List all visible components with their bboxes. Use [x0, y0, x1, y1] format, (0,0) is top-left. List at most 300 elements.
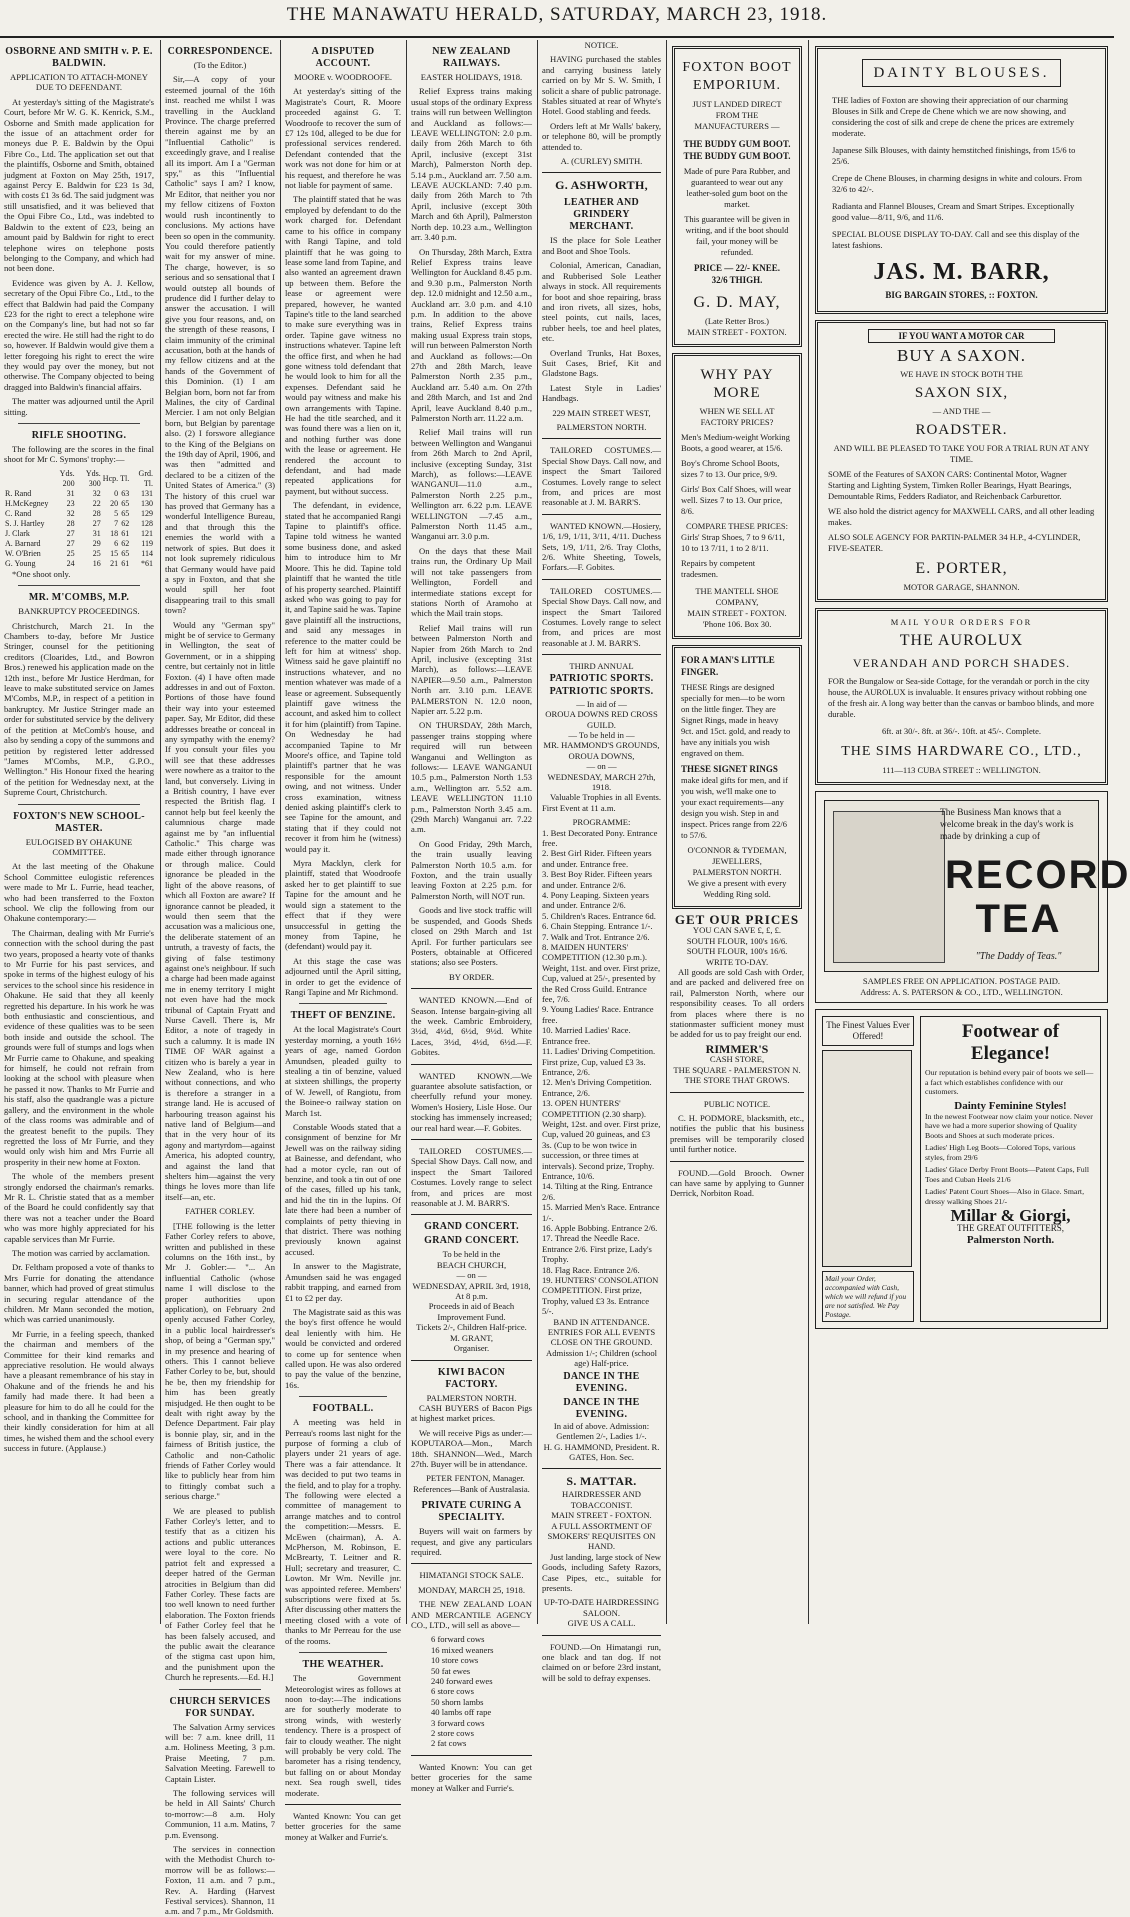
- ad-text: Ladies' Glace Derby Front Boots—Patent Caps, Full Toes and Cuban Heels 21/6: [925, 1165, 1090, 1184]
- slogan: "The Daddy of Teas.": [975, 951, 1062, 962]
- list-item: 14. Tilting at the Ring. Entrance 2/6.: [542, 1181, 653, 1202]
- ad-text: JUST LANDED DIRECT FROM THE MANUFACTURERS —: [692, 99, 782, 131]
- paragraph: Would any "German spy" might be of service to Germany in Wellington, the seat of Government, or in a shipping centre, but certainly not in little Foxton. (4) I have often made addresses in and out of Foxton. Portions of those have found their way into your esteemed paper. Say, Mr Editor, did these addresses breathe or conceal in any sympathy with the enemy? If you consult your files you will see that these addresses were nowhere as a traitor to the land, but conversely. Living in a British country, I have ever respected the British flag. I cannot help but feel keenly the calumnious charge made against me by "an influential Catholic." This charge was made either through ignorance or through malice. Could ignorance be pleaded in the light of the above reasons, of which all Foxton are aware? If ignorance cannot be pleaded, it would then seem that the accusation was a malicious one, the deliberate statement of an untruth, a travesty of facts, the giving of false testimony against one's neighbour. If such a charge had been made against me in enemy territory I might not even have had the mock tribunal of Captain Fryatt and Nurse Cavell. There is, Mr Editor, a note of tragedy in such a calumny. It is made IN TIME OF WAR against a citizen who is barely a year in New Zealand, who is here without connections, and who is therefore a stranger in a strange land. He is accused of harbouring treason against his native land of Belgium—and that in the very hour of its agony and martyrdom—against America, his adopted country, and against the land that shelters him—against the very things he loves more than life itself—an, etc.: [165, 619, 276, 1202]
- ad-text: UP-TO-DATE HAIRDRESSING SALOON.: [543, 1597, 660, 1618]
- cell: J. Clark: [5, 528, 30, 538]
- ad-heading: MONDAY, MARCH 25, 1918.: [418, 1584, 525, 1595]
- column-header: Yds. 200: [59, 468, 75, 488]
- column-2: [165, 40, 276, 1917]
- column-6: [670, 40, 804, 1624]
- list-item: 4. Pony Leaping. Sixteen years and under. Entrance 2/6.: [542, 890, 649, 911]
- cell: 27: [92, 518, 101, 528]
- classified-ad: FOUND.—On Himatangi run, one black and tan dog. If not claimed on or before 23rd instant, will be sold to defray expenses.: [542, 1641, 661, 1683]
- ad-heading: THESE SIGNET RINGS: [681, 764, 778, 774]
- ad-text: Made of pure Para Rubber, and guaranteed to wear out any leather-soled gum boot on the market.: [683, 166, 791, 209]
- ad-heading: G. ASHWORTH,: [555, 178, 648, 193]
- ad-text: Ladies' High Leg Boots—Colored Tops, various styles, from 29/6: [925, 1143, 1076, 1162]
- table-row: [4, 559, 154, 569]
- ad-text: Girls' Box Calf Shoes, will wear well. Sizes 7 to 13. Our price, 8/6.: [681, 484, 792, 516]
- boot-illustration-icon: [822, 1050, 912, 1267]
- ad-text: — on —: [456, 1270, 487, 1281]
- ad-text: To be held in the: [442, 1249, 501, 1260]
- businessman-illustration-icon: [833, 811, 945, 963]
- column-1: [4, 40, 154, 1624]
- ad-text: PALMERSTON NORTH.: [692, 867, 782, 877]
- price: 6ft. at 30/-. 8ft. at 36/-. 10ft. at 45/-. Complete.: [881, 726, 1042, 736]
- ad-heading: PATRIOTIC SPORTS.: [549, 685, 654, 697]
- divider: [411, 1139, 532, 1140]
- ad-text: PROGRAMME:: [572, 817, 631, 828]
- ad-text: H. G. HAMMOND, President. R. GATES, Hon. Sec.: [543, 1441, 660, 1462]
- ad-heading: Footwear of Elegance!: [961, 1021, 1060, 1064]
- ad-text: WEDNESDAY, MARCH 27th, 1918.: [547, 771, 656, 792]
- table-row: [4, 529, 154, 539]
- article-heading: FOXTON'S NEW SCHOOL-MASTER.: [13, 810, 145, 834]
- table-row: [4, 519, 154, 529]
- ad-text: MAIN STREET - FOXTON.: [551, 1510, 652, 1521]
- ad-heading: FOR A MAN'S LITTLE FINGER.: [681, 655, 775, 677]
- list-item: 16 mixed weaners: [431, 1644, 494, 1655]
- paragraph: At the last meeting of the Ohakune School Committee eulogistic references were made to Mr L. Furrie, head teacher, who had been transferred to the Foxton school. We clip the following from our Ohakune contemporary:—: [4, 861, 154, 924]
- ad-heading: GRAND CONCERT.: [424, 1221, 519, 1233]
- divider: [411, 988, 532, 989]
- ad-text: COMPARE THESE PRICES:: [685, 521, 789, 531]
- list-item: 3. Best Boy Rider. Fifteen years and under. Entrance 2/6.: [542, 869, 653, 890]
- divider: [18, 423, 140, 424]
- paragraph: The defendant, in evidence, stated that he accompanied Rangi Tapine to plaintiff's office. Tapine told witness he wanted some business done, and asked him to introduce him to Mr Moore. This he did. Tapine told plaintiff that he wanted the title of his property searched. Plaintiff asked who was going to pay for it, and Tapine said he was. Tapine gave plaintiff all the instructions, and said any messages in reference to the matter could be left for him at witness' shop. Witness said he gave plaintiff no instructions whatever, and no mention whatever was made of a lease or agreement. Subsequently plaintiff gave witness the account, and asked him to collect it for him (plaintiff) from Tapine. On Wednesday he had accompanied Tapine to Mr Moore's office, and Tapine told plaintiff's partner that he was responsible for the amount owing, and not witness. Under cross examination, witness denied asking plaintiff's clerk to see Tapine for the amount, and stating that if they could not recover it from him he (witness) would pay it.: [285, 500, 401, 854]
- ad-heading: DANCE IN THE EVENING.: [563, 1396, 640, 1420]
- ad-text: We will receive Pigs as under:— KOPUTAROA—Mon., March 18th. SHANNON—Wed., March 27th. Buyer will be in attendance.: [411, 1427, 532, 1469]
- signet-rings-ad: [672, 645, 802, 909]
- paragraph: The services in connection with the Methodist Church to-morrow will be as follows:—Foxton, 11 a.m. and 7 p.m., Rev. A. Harding (Harvest Festival services). Shannon, 11 a.m. and 7 p.m., Mr Goldsmith.: [165, 1844, 275, 1917]
- dainty-blouses-ad: [815, 46, 1108, 314]
- cell: 23: [66, 498, 75, 508]
- record-tea-illustration: [824, 800, 1130, 972]
- article-subheading: APPLICATION TO ATTACH-MONEY DUE TO DEFENDANT.: [10, 72, 148, 93]
- list-item: 11. Ladies' Driving Competition. First prize, Cup, valued £3 3s. Entrance, 2/6.: [542, 1046, 656, 1077]
- cell: 119: [141, 538, 153, 548]
- millar-giorgi-ad: [815, 1009, 1108, 1329]
- ad-text: WRITE TO-DAY.: [705, 956, 769, 967]
- ad-text: 'Phone 106. Box 30.: [702, 619, 772, 629]
- ad-text: Admission 1/-; Children (school age) Half-price.: [546, 1347, 657, 1369]
- saxon-car-ad: [815, 320, 1108, 602]
- cell: 129: [141, 508, 153, 518]
- ad-heading: GRAND CONCERT.: [424, 1235, 519, 1247]
- column-7: [813, 40, 1130, 1624]
- ad-text: Buyers will wait on farmers by request, and give any particulars required.: [411, 1526, 532, 1557]
- ad-text: WE HAVE IN STOCK BOTH THE: [900, 369, 1023, 379]
- ad-text: ALSO SOLE AGENCY FOR PARTIN-PALMER 34 H.P., 4-CYLINDER, FIVE-SEATER.: [828, 532, 1081, 553]
- column-rule: [280, 40, 281, 1624]
- cell: S. J. Hartley: [5, 518, 45, 528]
- cell: 32: [66, 508, 75, 518]
- ad-heading: RIMMER'S: [705, 1041, 769, 1056]
- ad-text: CASH STORE,: [709, 1054, 765, 1065]
- ad-text: We give a present with every Wedding Ring sold.: [687, 878, 787, 899]
- ad-text: Colonial, American, Canadian, and Rubberised Sole Leather always in stock. All requirements for boot and shoe repairing, brass and iron rivets, all sizes, hobs, steel points, cut nails, laces, rubber heels, toe and heel plates, etc.: [542, 260, 661, 344]
- ad-text: MAIN STREET - FOXTON.: [687, 327, 787, 337]
- article-heading: RIFLE SHOOTING.: [31, 430, 127, 441]
- ad-heading: WHY PAY MORE: [700, 367, 774, 401]
- ad-text: Boy's Chrome School Boots, sizes 7 to 13. Our price, 9/9.: [681, 458, 780, 479]
- ad-text: — AND THE —: [932, 406, 991, 416]
- column-header: [4, 469, 49, 489]
- ad-text: THESE Rings are designed specially for men—to be worn on the little finger. They are Signet Rings, made in heavy 9ct. and 15ct. gold, and ready to have any initials you wish engraved on them.: [681, 682, 791, 758]
- divider: [18, 585, 140, 586]
- divider: [285, 1804, 401, 1805]
- aurolux-ad: [815, 608, 1108, 785]
- paragraph: The whole of the members present strongly endorsed the chairman's remarks. Mr R. L. Christie stated that as a member of the Board he could confidently say that there was not a teacher under the Board who was more highly appreciated for his capable services than Mr Furrie.: [4, 1171, 154, 1244]
- divider: [299, 1396, 387, 1397]
- classified-ad: Wanted Known: You can get better groceries for the same money at Walker and Furrie's.: [411, 1761, 532, 1793]
- ad-heading: GET OUR PRICES: [674, 912, 800, 927]
- grand-concert-ad: [411, 1221, 532, 1353]
- classified-ad: Wanted Known: You can get better groceries for the same money at Walker and Furrie's.: [285, 1810, 401, 1842]
- ad-text: WE also hold the district agency for MAXWELL CARS, and all other leading makes.: [828, 506, 1095, 527]
- cell: 6: [114, 538, 119, 548]
- list-item: 19. HUNTERS' CONSOLATION COMPETITION. First prize, Trophy, valued £3 3s. Entrance 5/-.: [542, 1275, 659, 1317]
- paragraph: On Good Friday, 29th March, the train usually leaving Palmerston North 10.5 a.m. for Foxton, and the train usually leaving Foxton at 2.25 p.m. for Palmerston North, will NOT run.: [411, 838, 532, 901]
- list-item: 6. Chain Stepping. Entrance 1/-.: [542, 921, 653, 932]
- list-item: 17. Thread the Needle Race. Entrance 2/6. First prize, Lady's Trophy.: [542, 1233, 652, 1265]
- cell: C. Rand: [5, 508, 32, 518]
- cell: 21: [110, 558, 119, 568]
- list-item: 10 store cows: [431, 1655, 479, 1666]
- ad-text: SAMPLES FREE ON APPLICATION. POSTAGE PAID.: [862, 976, 1061, 986]
- paragraph: Christchurch, March 21. In the Chambers to-day, before Mr Justice Stringer, counsel for the petitioning creditors (Cloarides, Ltd., and Bowron Bros.) renewed his application made on the 12th inst., before Mr Justice Herdman, for leave to make substituted service on James M'Combs, M.P., in respect of a petition in bankruptcy. Mr Justice Stringer made an order for substituted service by the delivery of the petition at McComb's house, and also by sending a copy of the summons and petition by registered letter addressed "James M'Combs, M.P., G.P.O., Wellington." His Honour fixed the hearing of the petition for Wednesday next, at the Supreme Court, Christchurch.: [4, 620, 154, 798]
- paragraph: Dr. Feltham proposed a vote of thanks to Mrs Furrie for donating the attendance banner, which had proved of great stimulus in securing regular attendance of the children. Mr Mann seconded the motion, which was carried unanimously.: [4, 1262, 154, 1325]
- cell: 61: [121, 528, 130, 538]
- cell: 27: [66, 538, 75, 548]
- ad-text: SPECIAL BLOUSE DISPLAY TO-DAY. Call and see this display of the latest fashions.: [832, 229, 1080, 250]
- ad-heading: PATRIOTIC SPORTS.: [549, 672, 654, 684]
- table-row: [4, 549, 154, 559]
- ad-text: Radianta and Flannel Blouses, Cream and Smart Stripes. Exceptionally good value—8/11, 9/6, and 11/6.: [832, 201, 1075, 222]
- list-item: 40 lambs off rape: [431, 1707, 492, 1718]
- ad-text: PALMERSTON NORTH.: [426, 1392, 517, 1403]
- divider: [542, 172, 661, 173]
- list-item: 2 fat cows: [431, 1738, 467, 1749]
- ad-text: WHEN WE SELL AT FACTORY PRICES?: [699, 406, 775, 427]
- cell: 63: [121, 488, 130, 498]
- ad-heading: YOU CAN SAVE £, £, £.: [692, 925, 782, 936]
- cell: G. Young: [5, 558, 36, 568]
- ad-text: Organiser.: [453, 1343, 490, 1354]
- ad-text: PALMERSTON NORTH.: [556, 421, 647, 432]
- table-row: [4, 489, 154, 499]
- paragraph: ON THURSDAY, 28th March, passenger trains stopping where required will run between Wanganui and Wellington as follows:— LEAVE WANGANUI 10.5 p.m., Palmerston North 1.53 a.m., Wellington arr. 5.52 a.m. LEAVE WELLINGTON 11.10 p.m., Palmerston North 3.45 a.m. (29th March) Wanganui arr. 7.22 a.m.: [411, 720, 532, 835]
- ad-heading: IF YOU WANT A MOTOR CAR: [868, 329, 1055, 343]
- column-header: Grd. Tl.: [138, 468, 153, 488]
- ad-heading: HIMATANGI STOCK SALE.: [419, 1570, 524, 1581]
- list-item: 2. Best Girl Rider. Fifteen years and under. Entrance free.: [542, 848, 652, 869]
- paragraph: Sir,—A copy of your esteemed journal of the 16th inst. reached me whilst I was travelling in the Auckland Province. The charge preferred therein against me by an "Influential Catholic" is exceedingly grave, and I realise all its import. Am I a "German spy," as this "Influential Catholic" says I am? I know, Mr Editor, that neither you nor my fellow citizens of Foxton would rush incontinently to conclusions. My actions have been so open in the community. You could therefore patiently wait for my answer of mine. The charge, however, is so serious and so sensational that I would outstep all bounds of prudence did I further delay to answer the accusation. I will give you four reasons, and, on the strength of these reasons, I claim immunity of the criminal accusation, both at the hands of my fellow citizens and at the hands of the Government of this Dominion. (1) I am Belgian born, born not far from Malines, the city of Cardinal Mercier. I am not only Belgian born, but Belgian by parentage also. (2) I forswore allegiance to the King of the Belgians on the 19th day of April, 1906, and was then "admitted and declared to be a citizen of the United States of America." (3) The history of this cruel war has proved that Germany has a wonderful Intelligence Bureau, and that through this the enemies the world with a network of spies. But does it not look supremely ridiculous that Germany would have paid a spy in Foxton, and that she would spill her foot disappearing trail to this small town?: [165, 74, 275, 616]
- ad-text: All goods are sold Cash with Order, and are packed and delivered free on rail, Palmerston North, where our responsibility ceases. To all orders from places where there is no stationmaster sufficient money must be added for us to pay freight our end.: [670, 967, 804, 1040]
- divider: [411, 1214, 532, 1215]
- list-item: 16. Apple Bobbing. Entrance 2/6.: [542, 1223, 658, 1233]
- ad-text: BIG BARGAIN STORES, :: FOXTON.: [885, 290, 1038, 300]
- column-header: Yds. 300: [85, 468, 101, 488]
- list-item: 10. Married Ladies' Race. Entrance free.: [542, 1025, 631, 1046]
- column-header: Hcp.: [102, 473, 119, 483]
- paragraph: The Salvation Army services will be: 7 a.m. knee drill, 11 a.m. Holiness Meeting, 3 p.m. Praise Meeting, 7 p.m. Salvation Meeting. Farewell to Captain Lister.: [165, 1721, 275, 1784]
- ad-heading: NOTICE.: [584, 40, 619, 50]
- column-rule: [160, 40, 161, 1624]
- ad-heading: MAIL YOUR ORDERS FOR: [890, 617, 1033, 627]
- why-pay-more-ad: [672, 353, 802, 639]
- table-header-row: [4, 469, 154, 489]
- ad-text: Orders left at Mr Walls' bakery, or telephone 80, will be promptly attended to.: [542, 120, 661, 152]
- cell: R. Rand: [5, 488, 32, 498]
- ad-text: HAVING purchased the stables and carrying business lately carried on by Mr S. W. Smith, I solicit a share of public patronage. Stables situated at rear of Whyte's Hotel. Good stabling and feeds.: [542, 54, 661, 117]
- cell: *61: [141, 558, 153, 568]
- ad-right-panel: [920, 1016, 1101, 1322]
- ashworth-ad: [542, 179, 661, 432]
- ad-text: Our reputation is behind every pair of boots we sell—a fact which establishes confidence with our customers.: [925, 1068, 1094, 1096]
- paragraph: The motion was carried by acclamation.: [12, 1247, 150, 1258]
- divider: [411, 1064, 532, 1065]
- ad-text: Proceeds in aid of Beach Improvement Fund.: [428, 1301, 515, 1322]
- signature: FATHER CORLEY.: [185, 1206, 255, 1217]
- article-subheading: EASTER HOLIDAYS, 1918.: [420, 72, 523, 82]
- paragraph: The Magistrate said as this was the boy's first offence he would deal leniently with him. He would be convicted and ordered to come up for sentence when called upon. He was also ordered to pay the value of the benzine, 16s.: [285, 1306, 401, 1390]
- column-rule: [406, 40, 407, 1624]
- list-item: 5. Children's Races. Entrance 6d.: [542, 910, 656, 921]
- cell: 5: [114, 508, 119, 518]
- ad-text: Men's Medium-weight Working Boots, a good wearer, at 15/6.: [681, 432, 790, 453]
- ad-heading: ROADSTER.: [915, 422, 1008, 438]
- cell: 31: [66, 488, 75, 498]
- ad-text: At 8 p.m.: [455, 1291, 488, 1302]
- divider: [542, 514, 661, 515]
- foxton-boot-emporium-ad: [672, 46, 802, 347]
- ad-heading: PUBLIC NOTICE.: [703, 1098, 771, 1109]
- ad-heading: THE BUDDY GUM BOOT.: [683, 139, 791, 149]
- ad-heading: BUY A SAXON.: [897, 346, 1026, 365]
- divider: [179, 1689, 261, 1690]
- classified-ad: TAILORED COSTUMES.—Special Show Days. Call now, and inspect the Smart Tailored Costumes. Lovely range to select from, and prices are most reasonable at J. M. BARR'S.: [542, 585, 661, 648]
- divider: [411, 1360, 532, 1361]
- ad-heading: THE MANTELL SHOE COMPANY,: [695, 586, 779, 607]
- ad-text: MR. HAMMOND'S GROUNDS, OROUA DOWNS,: [543, 740, 660, 761]
- column-4: [411, 40, 532, 1793]
- ad-text: 111—113 CUBA STREET :: WELLINGTON.: [882, 765, 1041, 775]
- cell: 28: [66, 518, 75, 528]
- divider: [299, 1003, 387, 1004]
- cell: 28: [92, 508, 101, 518]
- ad-text: HAIRDRESSER AND TOBACCONIST.: [561, 1489, 642, 1510]
- list-item: 9. Young Ladies' Race. Entrance free.: [542, 1004, 654, 1025]
- list-item: 1. Best Decorated Pony. Entrance free.: [542, 827, 658, 848]
- ad-text: Overland Trunks, Hat Boxes, Suit Cases, Brief, Kit and Gladstone Bags.: [542, 347, 661, 379]
- list-item: 18. Flag Race. Entrance 2/6.: [542, 1264, 640, 1275]
- ad-text: Address: A. S. PATERSON & CO., LTD., WELLINGTON.: [860, 987, 1063, 997]
- classified-ad: WANTED KNOWN.—We guarantee absolute satisfaction, or cheerfully refund your money. Women's Hosiery, Lisle Hose. Our stocking has immensely increased; our real hard wear.—F. Gobites.: [411, 1070, 532, 1133]
- column-header: Tl.: [120, 473, 130, 483]
- paragraph: Evidence was given by A. J. Kellow, secretary of the Opui Fibre Co., Ltd., to the effect that Baldwin had paid the Company £23 for the right to erect a telephone wire on the Company's line, but had not so far erected the wire. He still had the right to do so, however. If Baldwin would give them a letter foregoing his right to erect the wire they would pay over the money, but not otherwise. The Company objected to being dragged into Baldwin's financial affairs.: [4, 277, 154, 392]
- ad-text: make ideal gifts for men, and if you wish, we'll make one to your exact requirements—any design you wish. Step in and inspect. Prices range from 22/6 to 57/6.: [681, 775, 788, 840]
- ad-heading: LEATHER AND GRINDERY MERCHANT.: [563, 197, 640, 233]
- stock-list: [411, 1634, 532, 1748]
- paragraph: At yesterday's sitting of the Magistrate's Court, before Mr W. G. K. Kenrick, S.M., Osborne and Smith made application for the issue of an attachment order for moneys due P. E. Baldwin by the Opui Fibre Co., Ltd. The application set out that the plaintiffs, Osborne and Smith, obtained judgment at Foxton on May 25th, 1917, against Percy E. Baldwin for £23 1s 3d, with costs £1 3s 6d. The said judgment was still unsatisfied, and it was believed that the Opui Fibre Co., Ltd., was indebted to Baldwin to the extent of £23, being an amount paid by Baldwin for right to erect telephone wires on telephone posts belonging to the Company, and which had not been done.: [4, 96, 154, 274]
- ad-text: ENTRIES FOR ALL EVENTS CLOSE ON THE GROUND.: [547, 1327, 656, 1348]
- cell: 130: [141, 498, 153, 508]
- paragraph: At this stage the case was adjourned until the April sitting, in order to get the evidence of Rangi Tapine and Mr Richmond.: [285, 955, 401, 997]
- cell: 128: [141, 518, 153, 528]
- price: PRICE — 22/- KNEE.: [693, 263, 780, 273]
- ad-text: Palmerston North.: [966, 1234, 1055, 1246]
- article-heading: THE WEATHER.: [302, 1659, 384, 1671]
- ad-text: The Finest Values Ever Offered!: [822, 1016, 914, 1046]
- ad-heading: THE AUROLUX: [899, 632, 1024, 649]
- ad-text: IS the place for Sole Leather and Boot and Shoe Tools.: [542, 235, 661, 256]
- ad-heading: O'CONNOR & TYDEMAN,: [687, 845, 787, 855]
- ad-text: 229 MAIN STREET WEST,: [552, 407, 651, 418]
- programme-list: [542, 828, 661, 1317]
- ad-text: BEACH CHURCH,: [436, 1259, 507, 1270]
- article-heading: CHURCH SERVICES FOR SUNDAY.: [169, 1695, 271, 1719]
- ad-heading: E. PORTER,: [915, 560, 1008, 577]
- classified-ad: WANTED KNOWN.—End of Season. Intense bargain-giving all the week. Cambric Embroidery, 3½d, 4½d, 6½d, 9½d. White Laces, 3½d, 4½d, 6½d.—F. Gobites.: [411, 995, 532, 1058]
- stock-sale-ad: [411, 1570, 532, 1749]
- paragraph: We are pleased to publish Father Corley's letter, and to testify that as a citizen his actions and public utterances were loyal to the core. No patriot felt and expressed a deeper hatred of the German atrocities in Belgium than did Father Corley. These facts are too well known to need further elaboration. The Foxton friends of Father Corley feel that he has been falsely accused, and the public await the clearance of the stigma cast upon him, and the punishment upon the Church he represents.—Ed. H.]: [165, 1505, 275, 1683]
- ad-heading: THE BUDDY GUM BOOT.: [683, 151, 791, 161]
- ad-text: BAND IN ATTENDANCE.: [553, 1316, 650, 1327]
- ad-heading: KIWI BACON FACTORY.: [437, 1366, 506, 1390]
- classified-ad: TAILORED COSTUMES.—Special Show Days. Call now, and inspect the Smart Tailored Costumes. Lovely range to select from, and prices are most reasonable at J. M. BARR'S.: [411, 1146, 532, 1209]
- mattar-ad: [542, 1475, 661, 1628]
- article-heading: NEW ZEALAND RAILWAYS.: [432, 46, 511, 69]
- article-heading: FOOTBALL.: [312, 1403, 374, 1415]
- divider: [542, 654, 661, 655]
- ad-heading: THE SIMS HARDWARE CO., LTD.,: [841, 744, 1082, 759]
- article-heading: MR. M'COMBS, M.P.: [28, 592, 130, 604]
- ad-text: — on —: [586, 761, 617, 772]
- ad-text: The Business Man knows that a welcome break in the day's work is made by drinking a cup of: [940, 808, 1074, 842]
- ad-text: Tickets 2/-, Children Half-price.: [416, 1322, 527, 1333]
- ad-heading: S. MATTAR.: [566, 1474, 637, 1489]
- paragraph: Relief Mail trains will run between Wellington and Wanganui from 26th March to 2nd April, inclusive (excepting Sunday, 31st March), as follows:—LEAVE WANGANUI—11.0 a.m., Palmerston North 2.25 p.m., Wellington arr. 6.22 p.m. LEAVE WELLINGTON —7.45 a.m., Palmerston North 11.45 a.m., Wanganui arr. 3.0 p.m.: [411, 427, 532, 542]
- table-row: [4, 509, 154, 519]
- paragraph: The Government Meteorologist wires as follows at noon to-day:—The indications are for southerly moderate to strong winds, with westerly tendency. There is a prospect of fair to cloudy weather. The night will probably be very cold. The barometer has a rising tendency, but falling on or about Monday next. Sea rough swell, tides moderate.: [285, 1673, 401, 1798]
- ad-heading: Millar & Giorgi,: [950, 1206, 1071, 1225]
- paragraph: [THE following is the letter Father Corley refers to above, written and published in these columns on the 16th inst., by Mr J. Gobler:— "... An influential Catholic (whose name I will disclose to the proper authorities upon application), on February 2nd openly accused Father Corley, in a public local hairdresser's shop, of being a "German spy," in my presence and hearing of others. This I cannot believe Father Corley to be, but, should he be, then my friendship for him has been greatly misjudged. He then ought to be dealt with right away by the Defence Department. Fair play is bonnie play, sir, and in the fairness of British justice, the Catholic and non-Catholic friends of Father Corley would like to publicly hear from him to fittingly combat such a serious charge.": [165, 1220, 275, 1502]
- divider: [299, 1652, 387, 1653]
- divider: [542, 579, 661, 580]
- paragraph: In answer to the Magistrate, Amundsen said he was engaged rabbit trapping, and earned from £1 to £2 per day.: [285, 1261, 401, 1303]
- list-item: 3 forward cows: [431, 1717, 485, 1728]
- ad-heading: G. D. MAY,: [693, 294, 781, 311]
- signature: BY ORDER.: [448, 971, 495, 982]
- paragraph: Relief Mail trains will run between Palmerston North and Napier from 26th March to 2nd April, inclusive (excepting 31st March), as follows:—LEAVE NAPIER—9.50 a.m., Palmerston North arr. 3.10 p.m. LEAVE PALMERSTON N. 12.0 noon, Napier arr. 5.22 p.m.: [411, 622, 532, 716]
- divider: [670, 1161, 804, 1162]
- cell: 7: [114, 518, 119, 528]
- column-rule: [537, 40, 538, 1624]
- cell: 27: [66, 528, 75, 538]
- cell: 31: [92, 528, 101, 538]
- table-row: [4, 539, 154, 549]
- ad-text: CASH BUYERS of Bacon Pigs at highest market prices.: [411, 1402, 532, 1424]
- paragraph: A meeting was held in Perreau's rooms last night for the purpose of forming a club of players under 21 years of age. There was a fair attendance. It was decided to put two teams in the field, and to play for a trophy. The following were elected a committee of management to arrange matches and to control the competition:—Messrs. E. McEwen (chairman), A. A. McPherson, M. Robinson, E. McBrearty, T. Leitner and R. Hull; secretary and treasurer, C. Lowton. Mr Wm. Neville jnr. was appointed referee. Members' subscriptions were fixed at 5s. After discussing other matters the meeting closed with a vote of thanks to Mr Perreau for the use of the rooms.: [285, 1417, 401, 1646]
- table-row: [4, 499, 154, 509]
- ad-text: SOME of the Features of SAXON CARS: Continental Motor, Wagner Starting and Lighting System, Timken Roller Bearings, Hyatt Bearings, Demountable Rims, Fedders Radiator, and Reichenback Carburettor.: [828, 469, 1072, 501]
- cell: 25: [92, 548, 101, 558]
- ad-heading: FOXTON BOOT EMPORIUM.: [682, 60, 792, 93]
- paragraph: The following are the scores in the final shoot for Mr C. Symons' trophy:—: [4, 444, 154, 465]
- patriotic-sports-ad: [542, 661, 661, 1462]
- article-heading: CORRESPONDENCE.: [167, 46, 273, 57]
- ad-text: Just landing, large stock of New Goods, including Safety Razors, Case Pipes, etc., suitable for presents.: [542, 1551, 661, 1593]
- paragraph: On Thursday, 28th March, Extra Relief Express trains leave Wellington for Auckland 8.45 p.m. and 9.30 p.m., Palmerston North dep. 12.0 midnight and 12.50 a.m., Auckland arr. 3.0 p.m. and 4.10 p.m. In addition to the above trains, Relief Express trains making usual Express train stops, will run between Palmerston North and Auckland as follows:—On 27th and 28th March, leave Palmerston North 2.35 p.m., Auckland arr. 5.40 a.m. On 27th and 28th March, and 1st and 2nd April, leave Auckland 8.40 p.m., Palmerston North arr. 11.22 a.m.: [411, 246, 532, 423]
- ad-heading: Dainty Feminine Styles!: [954, 1099, 1067, 1112]
- cell: 15: [110, 548, 119, 558]
- classified-ad: FOUND.—Gold Brooch. Owner can have same by applying to Gunner Derrick, Norbiton Road.: [670, 1167, 804, 1199]
- ad-heading: PRIVATE CURING A SPECIALITY.: [421, 1500, 522, 1524]
- ad-text: OROUA DOWNS RED CROSS GUILD.: [545, 709, 658, 730]
- price: SOUTH FLOUR, 100's 16/6.: [686, 946, 788, 957]
- ad-text: THE GREAT OUTFITTERS,: [956, 1223, 1065, 1233]
- article-heading: OSBORNE AND SMITH v. P. E. BALDWIN.: [5, 46, 153, 69]
- cell: A. Barnard: [5, 538, 41, 548]
- classified-ad: TAILORED COSTUMES.—Special Show Days. Call now, and inspect the Smart Tailored Costumes. Lovely range to select from, and prices are most reasonable at J. M. BARR'S.: [542, 445, 661, 508]
- ad-text: — In aid of —: [576, 698, 627, 709]
- cell: 16: [92, 558, 101, 568]
- ad-heading: SAXON SIX,: [914, 385, 1009, 401]
- classified-ad: WANTED KNOWN.—Hosiery, 1/6, 1/9, 1/11, 3/11, 4/11. Duchess Sets, 1/9, 1/11, 2/6. Tray Cloths, 2/6. White Sheeting, Towels, Forfars.—F. Gobites.: [542, 520, 661, 573]
- ad-text: THE ladies of Foxton are showing their appreciation of our charming Blouses in Silk and Crepe de Chene which we are now showing, and considering the cost of silk and crepe de chene the prices are extremely moderate.: [832, 95, 1075, 138]
- paragraph: Mr Furrie, in a feeling speech, thanked the chairman and members of the Committee for their kind remarks and appreciative resolution. He would always have a pleasant remembrance of his stay in Ohakune and of the friends he and his family had made there. It had been a pleasure for him to do all he could for the school, and in thanking the Committee for their kindly consideration for him at all times, he wished them and the school every success in future. (Applause.): [4, 1328, 154, 1454]
- article-heading: A DISPUTED ACCOUNT.: [311, 46, 375, 69]
- column-5: [542, 40, 661, 1683]
- column-rule: [666, 40, 667, 1624]
- paragraph: Relief Express trains making usual stops of the ordinary Express trains will run between Wellington and Auckland as follows:— LEAVE WELLINGTON: 2.0 p.m. daily from 26th March to 6th April, inclusive (except 31st March), Palmerston North dep. 5.14 p.m., Auckland arr. 7.50 a.m. LEAVE AUCKLAND: 7.40 p.m. daily from 26th March to 7th April, inclusive (except 30th March and 6th April), Palmerston North dep. 10.23 a.m., Wellington arr. 3.40 p.m.: [411, 86, 532, 243]
- ad-text: This guarantee will be given in writing, and if the boot should fail, your money will be refunded.: [684, 214, 790, 257]
- article-subheading: EULOGISED BY OHAKUNE COMMITTEE.: [25, 836, 133, 857]
- price: 32/6 THIGH.: [711, 275, 763, 285]
- score-table: [4, 469, 154, 569]
- ad-text: THIRD ANNUAL: [569, 661, 634, 672]
- list-item: 50 shorn lambs: [431, 1696, 484, 1707]
- cell: 62: [121, 538, 130, 548]
- ad-heading: JAS. M. BARR,: [873, 259, 1050, 285]
- ad-text: Ladies' Patent Court Shoes—Also in Glace. Smart, dressy walking Shoes 21/-: [925, 1187, 1085, 1206]
- ad-text: Girls' Strap Shoes, 7 to 9 6/11, 10 to 13 7/11, 1 to 2 8/11.: [681, 532, 785, 553]
- ad-signature: A. (CURLEY) SMITH.: [560, 156, 643, 167]
- paragraph: Myra Macklyn, clerk for plaintiff, stated that Woodroofe asked her to get plaintiff to sue Tapine for the amount and he would sign a statement to the effect that if they were unsuccessful in getting the money from Tapine, he (defendant) would pay it.: [285, 858, 401, 952]
- ad-text: Crepe de Chene Blouses, in charming designs in white and colours. From 32/6 to 42/-.: [832, 173, 1082, 194]
- rimmers-ad: [670, 912, 804, 1086]
- ad-text: PETER FENTON, Manager. References—Bank of Australasia.: [413, 1473, 530, 1494]
- cell: 62: [121, 518, 130, 528]
- cell: H.McKegney: [5, 498, 49, 508]
- list-item: 15. Married Men's Race. Entrance 1/-.: [542, 1202, 660, 1223]
- ad-left-panel: [822, 1016, 914, 1322]
- cell: 20: [110, 498, 119, 508]
- cell: 121: [141, 528, 153, 538]
- cell: 29: [92, 538, 101, 548]
- ad-text: JEWELLERS,: [712, 856, 762, 866]
- list-item: 6 store cows: [431, 1686, 474, 1697]
- paragraph: The following services will be held in All Saints' Church to-morrow:—8 a.m. Holy Communion, 11 a.m. Matins, 7 p.m. Evensong.: [165, 1788, 275, 1840]
- ad-text: FOR the Bungalow or Sea-side Cottage, for the verandah or porch in the city house, the AUROLUX is invaluable. It ensures privacy without robbing one of the fresh air. A long way better than the canvas or bamboo blinds, and more durable.: [828, 676, 1095, 719]
- cell: 32: [92, 488, 101, 498]
- column-rule: [808, 40, 809, 1624]
- ad-text: M. GRANT,: [449, 1332, 494, 1343]
- ad-text: In the newest Footwear now claim your notice. Never have we had a more superior showing of Quality Boots and Shoes at such moderate prices.: [925, 1111, 1093, 1140]
- ad-text: Japanese Silk Blouses, with dainty hemstitched finishings, from 15/6 to 25/6.: [832, 145, 1076, 166]
- list-item: 13. OPEN HUNTERS' COMPETITION (2.30 sharp). Weight, 12st. and over. First prize, Cup, valued 20 guineas, and £3 3s. (Cup to be won twice in succession, or three times at intervals). Second prize, Trophy. Entrance, 10/6.: [542, 1098, 661, 1181]
